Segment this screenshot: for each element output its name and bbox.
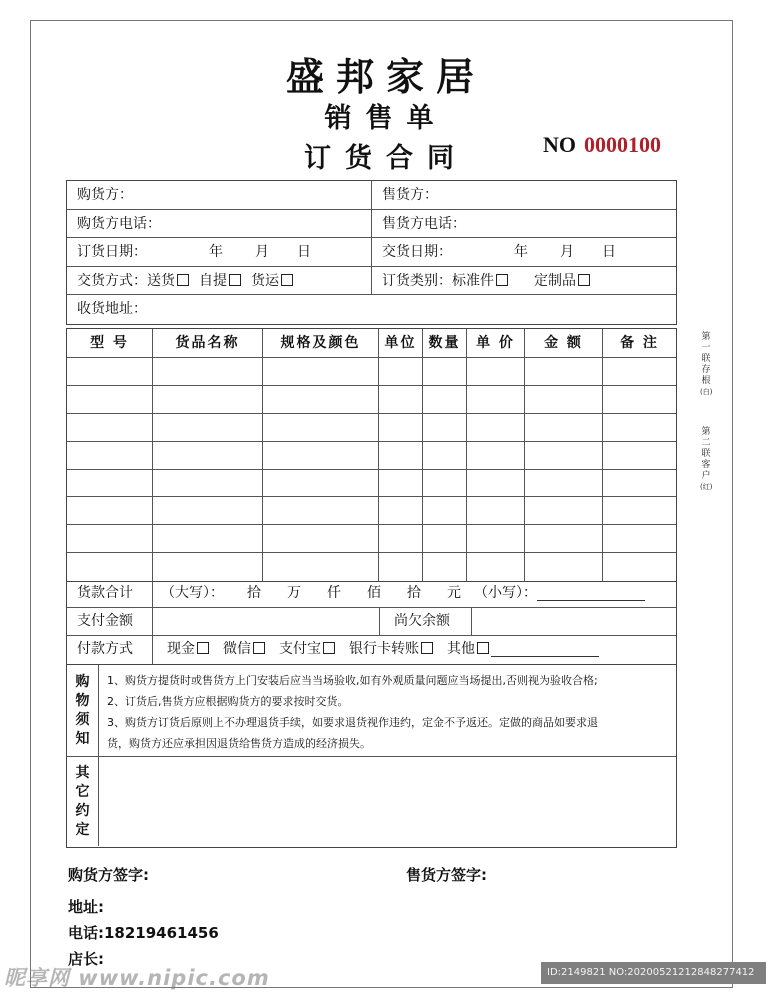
cell-amount[interactable] <box>525 386 603 413</box>
other-label-char: 它 <box>75 783 90 800</box>
pay-wechat-checkbox[interactable] <box>253 642 265 654</box>
document-number-label: NO <box>543 132 576 157</box>
owed-label: 尚欠余额 <box>380 608 472 635</box>
cell-name[interactable] <box>153 358 263 385</box>
items-table-body <box>67 358 676 581</box>
cell-spec[interactable] <box>263 497 379 524</box>
copy2-char: 二 <box>701 438 711 448</box>
cell-spec[interactable] <box>263 442 379 469</box>
copy2-char: (红) <box>700 483 713 491</box>
order-date-day: 日 <box>297 244 311 261</box>
info-row-address <box>67 295 676 324</box>
buyer-signature[interactable]: 购货方签字: <box>68 866 149 884</box>
other-label-char: 约 <box>75 802 90 819</box>
cell-price[interactable] <box>467 497 525 524</box>
info-row-parties <box>67 181 676 210</box>
other-label-char: 定 <box>75 821 90 838</box>
col-header-price: 单 价 <box>467 329 525 357</box>
paid-amount-field[interactable] <box>153 608 380 635</box>
unit-yuan: 元 <box>447 585 461 601</box>
cell-remark[interactable] <box>603 414 676 441</box>
info-row-options <box>67 267 676 296</box>
copy-label-stub <box>700 332 712 398</box>
copy2-char: 第 <box>701 427 711 437</box>
table-row <box>67 525 676 553</box>
seller-signature[interactable]: 售货方签字: <box>406 866 487 884</box>
cell-spec[interactable] <box>263 358 379 385</box>
paid-label: 支付金额 <box>67 608 153 635</box>
pay-other-checkbox[interactable] <box>477 642 489 654</box>
items-table-header <box>67 329 676 358</box>
cell-unit[interactable] <box>379 553 423 581</box>
paid-row <box>67 608 676 636</box>
col-header-spec: 规格及颜色 <box>263 329 379 357</box>
copy1-char: 第 <box>701 332 711 342</box>
notice-label <box>67 665 99 756</box>
cell-price[interactable] <box>467 414 525 441</box>
cell-remark[interactable] <box>603 358 676 385</box>
cell-amount[interactable] <box>525 525 603 552</box>
cell-spec[interactable] <box>263 525 379 552</box>
col-header-qty: 数量 <box>423 329 467 357</box>
pay-method-row <box>67 636 676 664</box>
unit-qian: 仟 <box>327 585 341 601</box>
order-date-year: 年 <box>209 244 223 261</box>
cell-amount[interactable] <box>525 442 603 469</box>
table-row <box>67 553 676 581</box>
opt-pickup-checkbox[interactable] <box>229 274 241 286</box>
cell-price[interactable] <box>467 470 525 497</box>
terms-section <box>66 664 677 848</box>
cell-unit[interactable] <box>379 414 423 441</box>
cell-model[interactable] <box>67 525 153 552</box>
cell-price[interactable] <box>467 358 525 385</box>
notice-label-char: 物 <box>75 692 90 709</box>
delivery-date-label: 交货日期： <box>382 244 452 261</box>
table-row <box>67 386 676 414</box>
cell-qty[interactable] <box>423 525 467 552</box>
pay-bank-label: 银行卡转账 <box>349 641 419 657</box>
cell-model[interactable] <box>67 553 153 581</box>
pay-cash-label: 现金 <box>167 641 195 657</box>
total-row <box>67 580 676 608</box>
pay-alipay-label: 支付宝 <box>279 641 321 657</box>
cell-qty[interactable] <box>423 414 467 441</box>
pay-method-label: 付款方式 <box>67 636 153 664</box>
copy-label-customer <box>700 427 712 493</box>
cell-model[interactable] <box>67 414 153 441</box>
notice-item-3a: 3、购货方订货后原则上不办理退货手续，如要求退货视作违约，定金不予返还。定做的商品如要求退 <box>107 716 598 729</box>
col-header-unit: 单位 <box>379 329 423 357</box>
cell-unit[interactable] <box>379 525 423 552</box>
opt-pickup-label: 自提 <box>199 272 227 289</box>
delivery-method-field <box>67 267 372 295</box>
copy1-char: 一 <box>701 343 711 353</box>
cell-model[interactable] <box>67 386 153 413</box>
cell-amount[interactable] <box>525 358 603 385</box>
cell-qty[interactable] <box>423 386 467 413</box>
notice-item-3b: 货，购货方还应承担因退货给售货方造成的经济损失。 <box>107 737 371 750</box>
other-terms-field[interactable] <box>99 757 676 846</box>
cell-spec[interactable] <box>263 470 379 497</box>
document-number <box>543 132 661 158</box>
cell-name[interactable] <box>153 414 263 441</box>
table-row <box>67 358 676 386</box>
title-order-contract: 订货合同 <box>304 143 468 174</box>
pay-other-line[interactable] <box>491 656 599 657</box>
xiaoxie-line[interactable] <box>537 600 645 601</box>
col-header-model: 型 号 <box>67 329 153 357</box>
pay-cash-checkbox[interactable] <box>197 642 209 654</box>
delivery-address-field[interactable]: 收货地址： <box>77 301 147 318</box>
opt-custom-label: 定制品 <box>534 272 576 289</box>
opt-standard-checkbox[interactable] <box>496 274 508 286</box>
daxie-label: （大写）： <box>161 585 224 601</box>
delivery-date-day: 日 <box>602 244 616 261</box>
copy2-char: 客 <box>701 460 711 470</box>
xiaoxie-label: （小写）： <box>474 585 537 601</box>
total-label: 货款合计 <box>67 580 153 607</box>
cell-name[interactable] <box>153 553 263 581</box>
cell-unit[interactable] <box>379 358 423 385</box>
copy1-char: 根 <box>701 376 711 386</box>
table-row <box>67 497 676 525</box>
payment-summary <box>66 580 677 665</box>
unit-shi-1: 拾 <box>247 585 261 601</box>
cell-name[interactable] <box>153 442 263 469</box>
cell-amount[interactable] <box>525 414 603 441</box>
notice-label-char: 知 <box>75 730 90 747</box>
unit-bai: 佰 <box>367 585 381 601</box>
pay-bank-checkbox[interactable] <box>421 642 433 654</box>
other-terms-label <box>67 757 99 846</box>
notice-text <box>99 665 676 756</box>
unit-wan: 万 <box>287 585 301 601</box>
cell-model[interactable] <box>67 442 153 469</box>
cell-unit[interactable] <box>379 386 423 413</box>
copy1-char: 联 <box>701 354 711 364</box>
unit-shi-2: 拾 <box>407 585 421 601</box>
cell-price[interactable] <box>467 442 525 469</box>
copy1-char: (白) <box>700 388 713 396</box>
store-phone: 电话:18219461456 <box>68 924 219 942</box>
cell-price[interactable] <box>467 553 525 581</box>
order-date-label: 订货日期： <box>77 244 147 261</box>
col-header-name: 货品名称 <box>153 329 263 357</box>
notice-label-char: 须 <box>75 711 90 728</box>
seller-field[interactable]: 售货方： <box>382 187 438 203</box>
cell-price[interactable] <box>467 386 525 413</box>
opt-send-checkbox[interactable] <box>177 274 189 286</box>
table-row <box>67 470 676 498</box>
cell-unit[interactable] <box>379 470 423 497</box>
cell-name[interactable] <box>153 497 263 524</box>
notice-item-1: 1、购货方提货时或售货方上门安装后应当当场验收,如有外观质量问题应当场提出,否则视为验收合格; <box>107 674 598 687</box>
order-date-month: 月 <box>255 244 269 261</box>
info-row-dates <box>67 238 676 267</box>
cell-price[interactable] <box>467 525 525 552</box>
buyer-phone-field[interactable]: 购货方电话： <box>67 210 372 238</box>
cell-spec[interactable] <box>263 553 379 581</box>
owed-amount-field[interactable] <box>472 608 676 635</box>
opt-ship-checkbox[interactable] <box>281 274 293 286</box>
copy2-char: 户 <box>701 471 711 481</box>
order-type-field <box>372 267 676 295</box>
cell-spec[interactable] <box>263 386 379 413</box>
store-manager: 店长: <box>68 950 104 968</box>
cell-remark[interactable] <box>603 525 676 552</box>
opt-send-label: 送货 <box>147 272 175 289</box>
cell-name[interactable] <box>153 470 263 497</box>
col-header-remark: 备 注 <box>620 335 659 351</box>
cell-amount[interactable] <box>525 553 603 581</box>
cell-unit[interactable] <box>379 497 423 524</box>
opt-ship-label: 货运 <box>251 272 279 289</box>
cell-qty[interactable] <box>423 358 467 385</box>
cell-remark[interactable] <box>603 470 676 497</box>
cell-qty[interactable] <box>423 442 467 469</box>
cell-qty[interactable] <box>423 553 467 581</box>
seller-phone-field[interactable]: 售货方电话： <box>382 215 466 232</box>
delivery-date-month: 月 <box>560 244 574 261</box>
delivery-date-year: 年 <box>514 244 528 261</box>
cell-remark[interactable] <box>603 386 676 413</box>
cell-remark[interactable] <box>603 553 676 581</box>
col-header-amount: 金 额 <box>525 329 603 357</box>
table-row <box>67 442 676 470</box>
document-number-value: 0000100 <box>584 132 661 157</box>
opt-standard-label: 标准件 <box>452 272 494 289</box>
cell-qty[interactable] <box>423 470 467 497</box>
notice-item-2: 2、订货后,售货方应根据购货方的要求按时交货。 <box>107 695 349 708</box>
cell-name[interactable] <box>153 386 263 413</box>
items-table <box>66 328 677 582</box>
cell-remark[interactable] <box>603 442 676 469</box>
delivery-date-field[interactable] <box>372 238 676 266</box>
store-address: 地址: <box>68 898 104 916</box>
purchase-notice <box>67 665 676 757</box>
cell-remark[interactable] <box>603 497 676 524</box>
notice-label-char: 购 <box>75 673 90 690</box>
copy2-char: 联 <box>701 449 711 459</box>
table-row <box>67 414 676 442</box>
cell-unit[interactable] <box>379 442 423 469</box>
opt-custom-checkbox[interactable] <box>578 274 590 286</box>
pay-wechat-label: 微信 <box>223 641 251 657</box>
watermark-id: ID:2149821 NO:20200521212848277412 <box>541 962 766 984</box>
title-sales-slip: 销售单 <box>324 103 448 134</box>
pay-other-label: 其他 <box>447 641 475 657</box>
brand-name: 盛邦家居 <box>285 55 486 99</box>
cell-name[interactable] <box>153 525 263 552</box>
pay-alipay-checkbox[interactable] <box>323 642 335 654</box>
other-terms <box>67 757 676 846</box>
cell-model[interactable] <box>67 358 153 385</box>
info-row-phones <box>67 210 676 239</box>
total-amount-field[interactable] <box>153 580 676 607</box>
party-info-table <box>66 180 677 325</box>
cell-qty[interactable] <box>423 497 467 524</box>
order-type-label: 订货类别： <box>382 272 452 289</box>
cell-model[interactable] <box>67 497 153 524</box>
cell-amount[interactable] <box>525 470 603 497</box>
order-date-field[interactable] <box>67 238 372 266</box>
watermark-logo: 昵享网 www.nipic.com <box>4 966 270 990</box>
buyer-field[interactable]: 购货方： <box>67 181 372 209</box>
cell-amount[interactable] <box>525 497 603 524</box>
other-label-char: 其 <box>75 764 90 781</box>
pay-method-options <box>153 636 676 664</box>
delivery-method-label: 交货方式： <box>77 272 147 289</box>
cell-spec[interactable] <box>263 414 379 441</box>
copy1-char: 存 <box>701 365 711 375</box>
cell-model[interactable] <box>67 470 153 497</box>
